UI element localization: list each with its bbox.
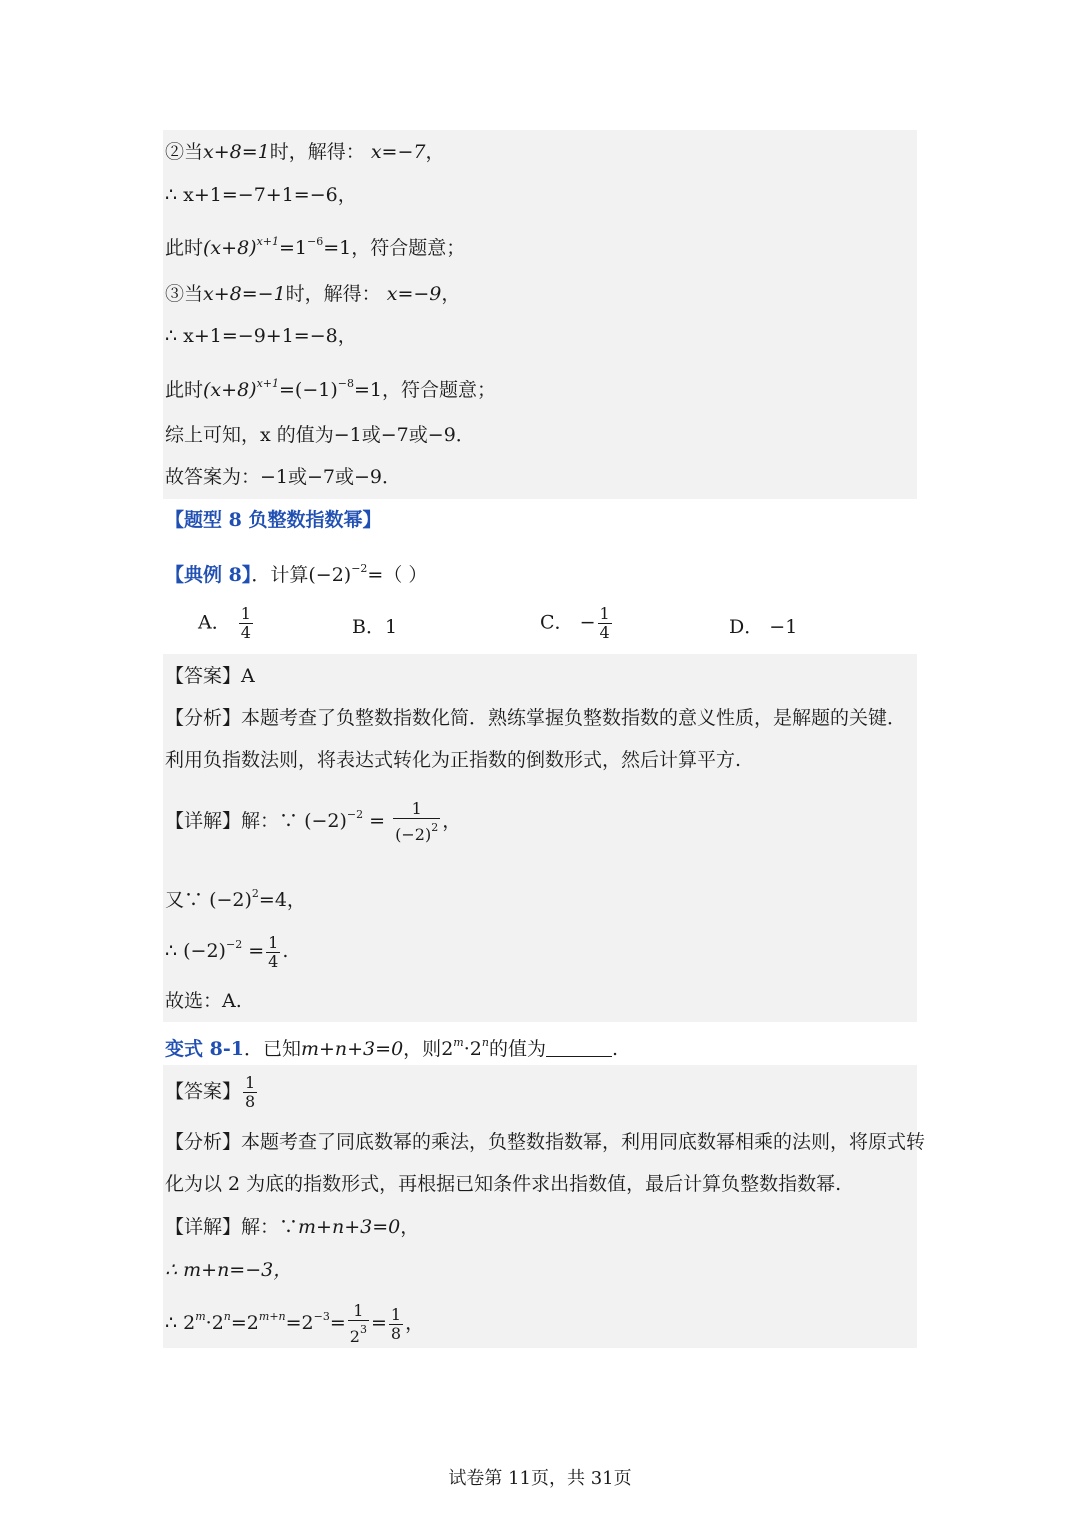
option-a (198, 605, 255, 642)
text: ．已知 (243, 1038, 301, 1060)
text: 时，解得： (269, 141, 365, 163)
case2-line1 (165, 140, 444, 164)
option-label: D． (729, 616, 764, 638)
text: 时，解得： (285, 283, 381, 305)
equation: x+8=1 (203, 141, 270, 163)
fraction (243, 1074, 257, 1111)
previous-answer-line: 故答案为：−1或−7或−9． (165, 466, 402, 488)
text: ∴ (165, 940, 178, 962)
text: =2 (285, 1312, 314, 1334)
text: ，则 (403, 1038, 442, 1060)
power-base: (−2) (308, 564, 352, 586)
exponent: x+1 (256, 377, 279, 390)
power-base: (−2) (209, 889, 252, 911)
fraction (239, 605, 253, 642)
text: ②当 (165, 141, 204, 163)
equation: m+n+3=0 (300, 1038, 404, 1060)
example8-analysis-2: 利用负指数法则，将表达式转化为正指数的倒数形式，然后计算平方. (165, 749, 742, 771)
numerator: 1 (268, 932, 279, 952)
exponent: x+1 (256, 235, 279, 248)
exponent: m (453, 1036, 464, 1049)
example8-also (165, 882, 306, 912)
example8-detail (165, 800, 461, 844)
numerator: 1 (599, 604, 610, 623)
variant81-answer (165, 1074, 259, 1111)
example8-answer: 【答案】A (165, 665, 255, 687)
text: ， (425, 141, 445, 163)
power-base: (x+8) (203, 379, 257, 401)
text: . (282, 940, 289, 962)
text: =4， (258, 889, 306, 911)
text: 【详解】解：∵ (165, 810, 299, 832)
option-label: A． (198, 611, 231, 634)
equation: m+n+3=0 (298, 1216, 401, 1238)
exponent: −6 (307, 235, 324, 248)
fraction (266, 934, 280, 971)
variant81-analysis-1: 【分析】本题考查了同底数幂的乘法，负整数指数幂，利用同底数幂相乘的法则，将原式转 (165, 1131, 926, 1153)
power-base: (−2) (183, 940, 226, 962)
option-value: −1 (769, 616, 798, 638)
equation: x+8=−1 (203, 283, 286, 305)
option-d (729, 615, 797, 639)
text: ， (405, 1312, 425, 1334)
example8-therefore (165, 933, 288, 971)
variant81-detail-3 (165, 1302, 424, 1346)
example8-choice: 故选：A. (165, 990, 242, 1012)
power-base: 2 (349, 1327, 360, 1346)
denominator (348, 1320, 369, 1346)
section-heading: 【题型 8 负整数指数幂】 (165, 509, 382, 531)
equation: x=−9 (386, 283, 442, 305)
text: =2 (230, 1312, 259, 1334)
example8-analysis-1: 【分析】本题考查了负整数指数化简．熟练掌握负整数指数的意义性质，是解题的关键． (165, 707, 907, 729)
text: ， (441, 283, 461, 305)
text: =(−1) (279, 379, 338, 401)
variant81-question (165, 1031, 618, 1061)
text: 此时 (165, 379, 204, 401)
text: 的值为 (488, 1038, 546, 1060)
case3-line2: ∴ x+1=−9+1=−8， (165, 325, 357, 347)
fraction (598, 605, 612, 642)
text: ·2 (205, 1312, 224, 1334)
text: . (611, 1038, 619, 1060)
power-base: (−2) (304, 810, 347, 832)
option-c (540, 605, 614, 642)
exponent: n (223, 1310, 231, 1323)
variant81-analysis-2: 化为以 2 为底的指数形式，再根据已知条件求出指数值，最后计算负整数指数幂. (165, 1173, 842, 1195)
case3-line1 (165, 282, 460, 306)
numerator: 1 (240, 604, 251, 623)
numerator: 1 (411, 799, 422, 818)
exponent: n (481, 1036, 489, 1049)
text: 又∵ (165, 889, 204, 911)
text: =（ ） (367, 564, 428, 586)
denominator: 4 (240, 623, 251, 642)
denominator: 8 (245, 1092, 256, 1111)
summary-line: 综上可知，x 的值为−1或−7或−9． (165, 424, 475, 446)
text: = (370, 1312, 387, 1334)
denominator (393, 818, 440, 844)
text: =1 (279, 237, 308, 259)
exponent: −8 (337, 377, 354, 390)
text: = (369, 810, 386, 832)
text: 此时 (165, 237, 204, 259)
case3-line3 (165, 372, 496, 402)
answer-blank (546, 1038, 612, 1057)
exponent: −3 (313, 1310, 330, 1323)
numerator: 1 (245, 1073, 256, 1092)
fraction (393, 800, 440, 844)
text: ．计算 (251, 564, 309, 586)
text: =1，符合题意； (353, 379, 496, 401)
option-value: 1 (384, 616, 398, 638)
denominator: 8 (390, 1323, 402, 1343)
option-label: C． (540, 611, 574, 634)
exponent: −2 (351, 562, 368, 575)
answer-label: 【答案】 (165, 1080, 242, 1103)
option-b (352, 615, 397, 639)
exponent: −2 (225, 938, 243, 951)
text: = (248, 940, 265, 962)
exponent: 3 (359, 1323, 367, 1336)
example8-question (165, 557, 427, 587)
power-base: (x+8) (203, 237, 257, 259)
numerator: 1 (390, 1304, 402, 1324)
example-tag: 【典例 8】 (165, 564, 252, 586)
case2-line3 (165, 230, 465, 260)
fraction (348, 1302, 369, 1346)
minus-sign: − (579, 611, 596, 634)
fraction (389, 1306, 403, 1343)
variant-tag: 变式 8-1 (165, 1038, 244, 1060)
text: ， (442, 810, 462, 832)
power-base: 2 (441, 1038, 454, 1060)
numerator: 1 (353, 1301, 364, 1320)
text: ·2 (463, 1038, 482, 1060)
variant81-detail-2: ∴ m+n=−3， (165, 1259, 293, 1281)
text: =1，符合题意； (323, 237, 466, 259)
text: ∴ 2 (165, 1312, 196, 1334)
text: ， (400, 1216, 420, 1238)
power-base: (−2) (395, 825, 432, 844)
text: 【详解】解：∵ (165, 1216, 299, 1238)
variant81-detail-1 (165, 1215, 419, 1239)
exponent: 2 (431, 821, 439, 834)
text: ③当 (165, 283, 204, 305)
exponent: m (195, 1310, 206, 1323)
equation: x=−7 (370, 141, 426, 163)
denominator: 4 (599, 623, 610, 642)
exponent: −2 (346, 808, 364, 821)
exponent: 2 (251, 887, 259, 900)
exponent: m+n (258, 1310, 286, 1323)
option-label: B． (352, 616, 385, 638)
case2-line2: ∴ x+1=−7+1=−6， (165, 184, 357, 206)
text: = (329, 1312, 346, 1334)
denominator: 4 (268, 951, 279, 971)
page-footer: 试卷第 11页，共 31页 (448, 1468, 632, 1489)
